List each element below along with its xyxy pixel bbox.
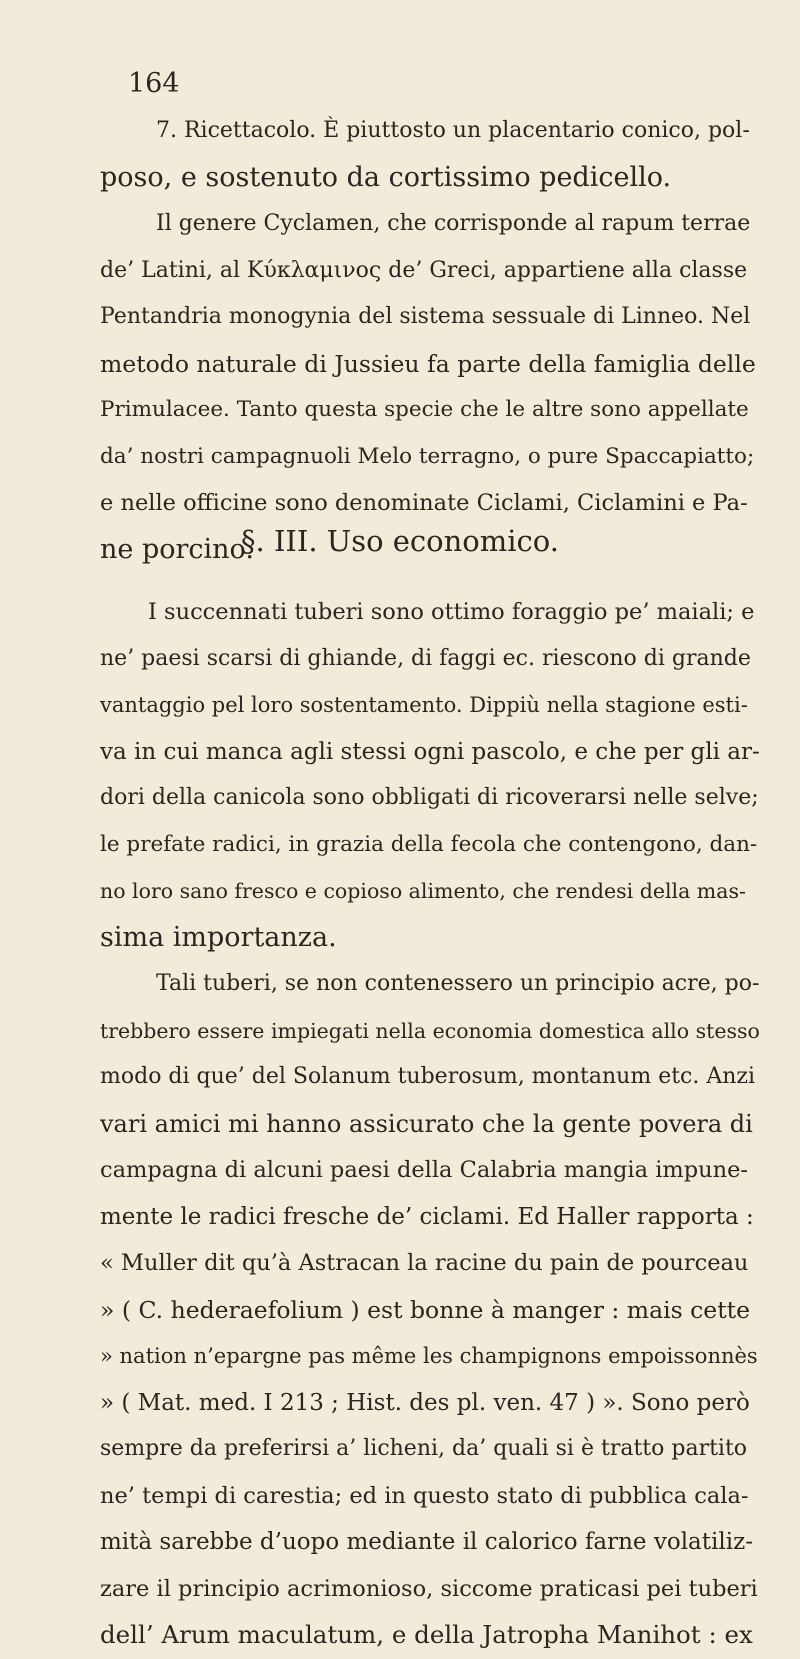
text-line: no loro sano fresco e copioso alimento, che rendesi della mas- — [100, 879, 746, 903]
text-line: poso, e sostenuto da cortissimo pedicello. — [100, 161, 672, 193]
text-line: » ( Mat. med. I 213 ; Hist. des pl. ven. 47 ) ». Sono però — [100, 1389, 750, 1416]
text-line: zare il principio acrimonioso, siccome praticasi pei tuberi — [100, 1575, 758, 1602]
text-line: trebbero essere impiegati nella economia domestica allo stesso — [100, 1018, 760, 1043]
text-line: I succennati tuberi sono ottimo foraggio pe’ maiali; e — [148, 599, 755, 625]
text-line: 7. Ricettacolo. È piuttosto un placentario conico, pol- — [156, 118, 750, 143]
text-line: da’ nostri campagnuoli Melo terragno, o pure Spaccapiatto; — [100, 443, 755, 469]
text-line: ne porcino. — [100, 533, 254, 565]
text-line: va in cui manca agli stessi ogni pascolo, e che per gli ar- — [100, 738, 760, 765]
text-line: Primulacee. Tanto questa specie che le altre sono appellate — [100, 397, 749, 422]
text-line: » nation n’epargne pas même les champignons empoissonnès — [100, 1344, 758, 1368]
text-line: vantaggio pel loro sostentamento. Dippiù nella stagione esti- — [100, 693, 748, 717]
text-line: mente le radici fresche de’ ciclami. Ed Haller rapporta : — [100, 1203, 754, 1230]
text-line: Il genere Cyclamen, che corrisponde al rapum terrae — [156, 211, 751, 236]
text-line: modo di que’ del Solanum tuberosum, montanum etc. Anzi — [100, 1064, 756, 1089]
text-line: « Muller dit qu’à Astracan la racine du pain de pourceau — [100, 1250, 749, 1276]
text-line: de’ Latini, al Κύκλαμινος de’ Greci, appartiene alla classe — [100, 257, 748, 283]
text-line: sima importanza. — [100, 921, 337, 953]
text-line: ne’ paesi scarsi di ghiande, di faggi ec. riescono di grande — [100, 645, 751, 671]
text-line: vari amici mi hanno assicurato che la gente povera di — [100, 1109, 753, 1138]
section-economic-use-text — [100, 589, 760, 1659]
text-line: campagna di alcuni paesi della Calabria mangia impune- — [100, 1157, 749, 1183]
text-line: dell’ Arum maculatum, e della Jatropha Manihot : ex — [100, 1620, 753, 1649]
text-line: sempre da preferirsi a’ licheni, da’ quali si è tratto partito — [100, 1436, 748, 1461]
text-line: » ( C. hederaefolium ) est bonne à manger : mais cette — [100, 1295, 750, 1324]
text-line: Pentandria monogynia del sistema sessuale di Linneo. Nel — [100, 304, 751, 329]
text-line: ne’ tempi di carestia; ed in questo stato di pubblica cala- — [100, 1482, 749, 1509]
section-organs-text — [100, 108, 760, 573]
text-line: e nelle officine sono denominate Ciclami, Ciclamini e Pa- — [100, 490, 748, 516]
page-number: 164 — [128, 68, 180, 99]
text-line: le prefate radici, in grazia della fecola che contengono, dan- — [100, 831, 758, 857]
text-line: dori della canicola sono obbligati di ricoverarsi nelle selve; — [100, 785, 759, 810]
text-line: metodo naturale di Jussieu fa parte della famiglia delle — [100, 349, 756, 378]
section-heading: §. III. Uso economico. — [241, 524, 559, 558]
text-line: mità sarebbe d’uopo mediante il calorico farne volatiliz- — [100, 1529, 753, 1555]
text-line: Tali tuberi, se non contenessero un principio acre, po- — [156, 971, 760, 996]
